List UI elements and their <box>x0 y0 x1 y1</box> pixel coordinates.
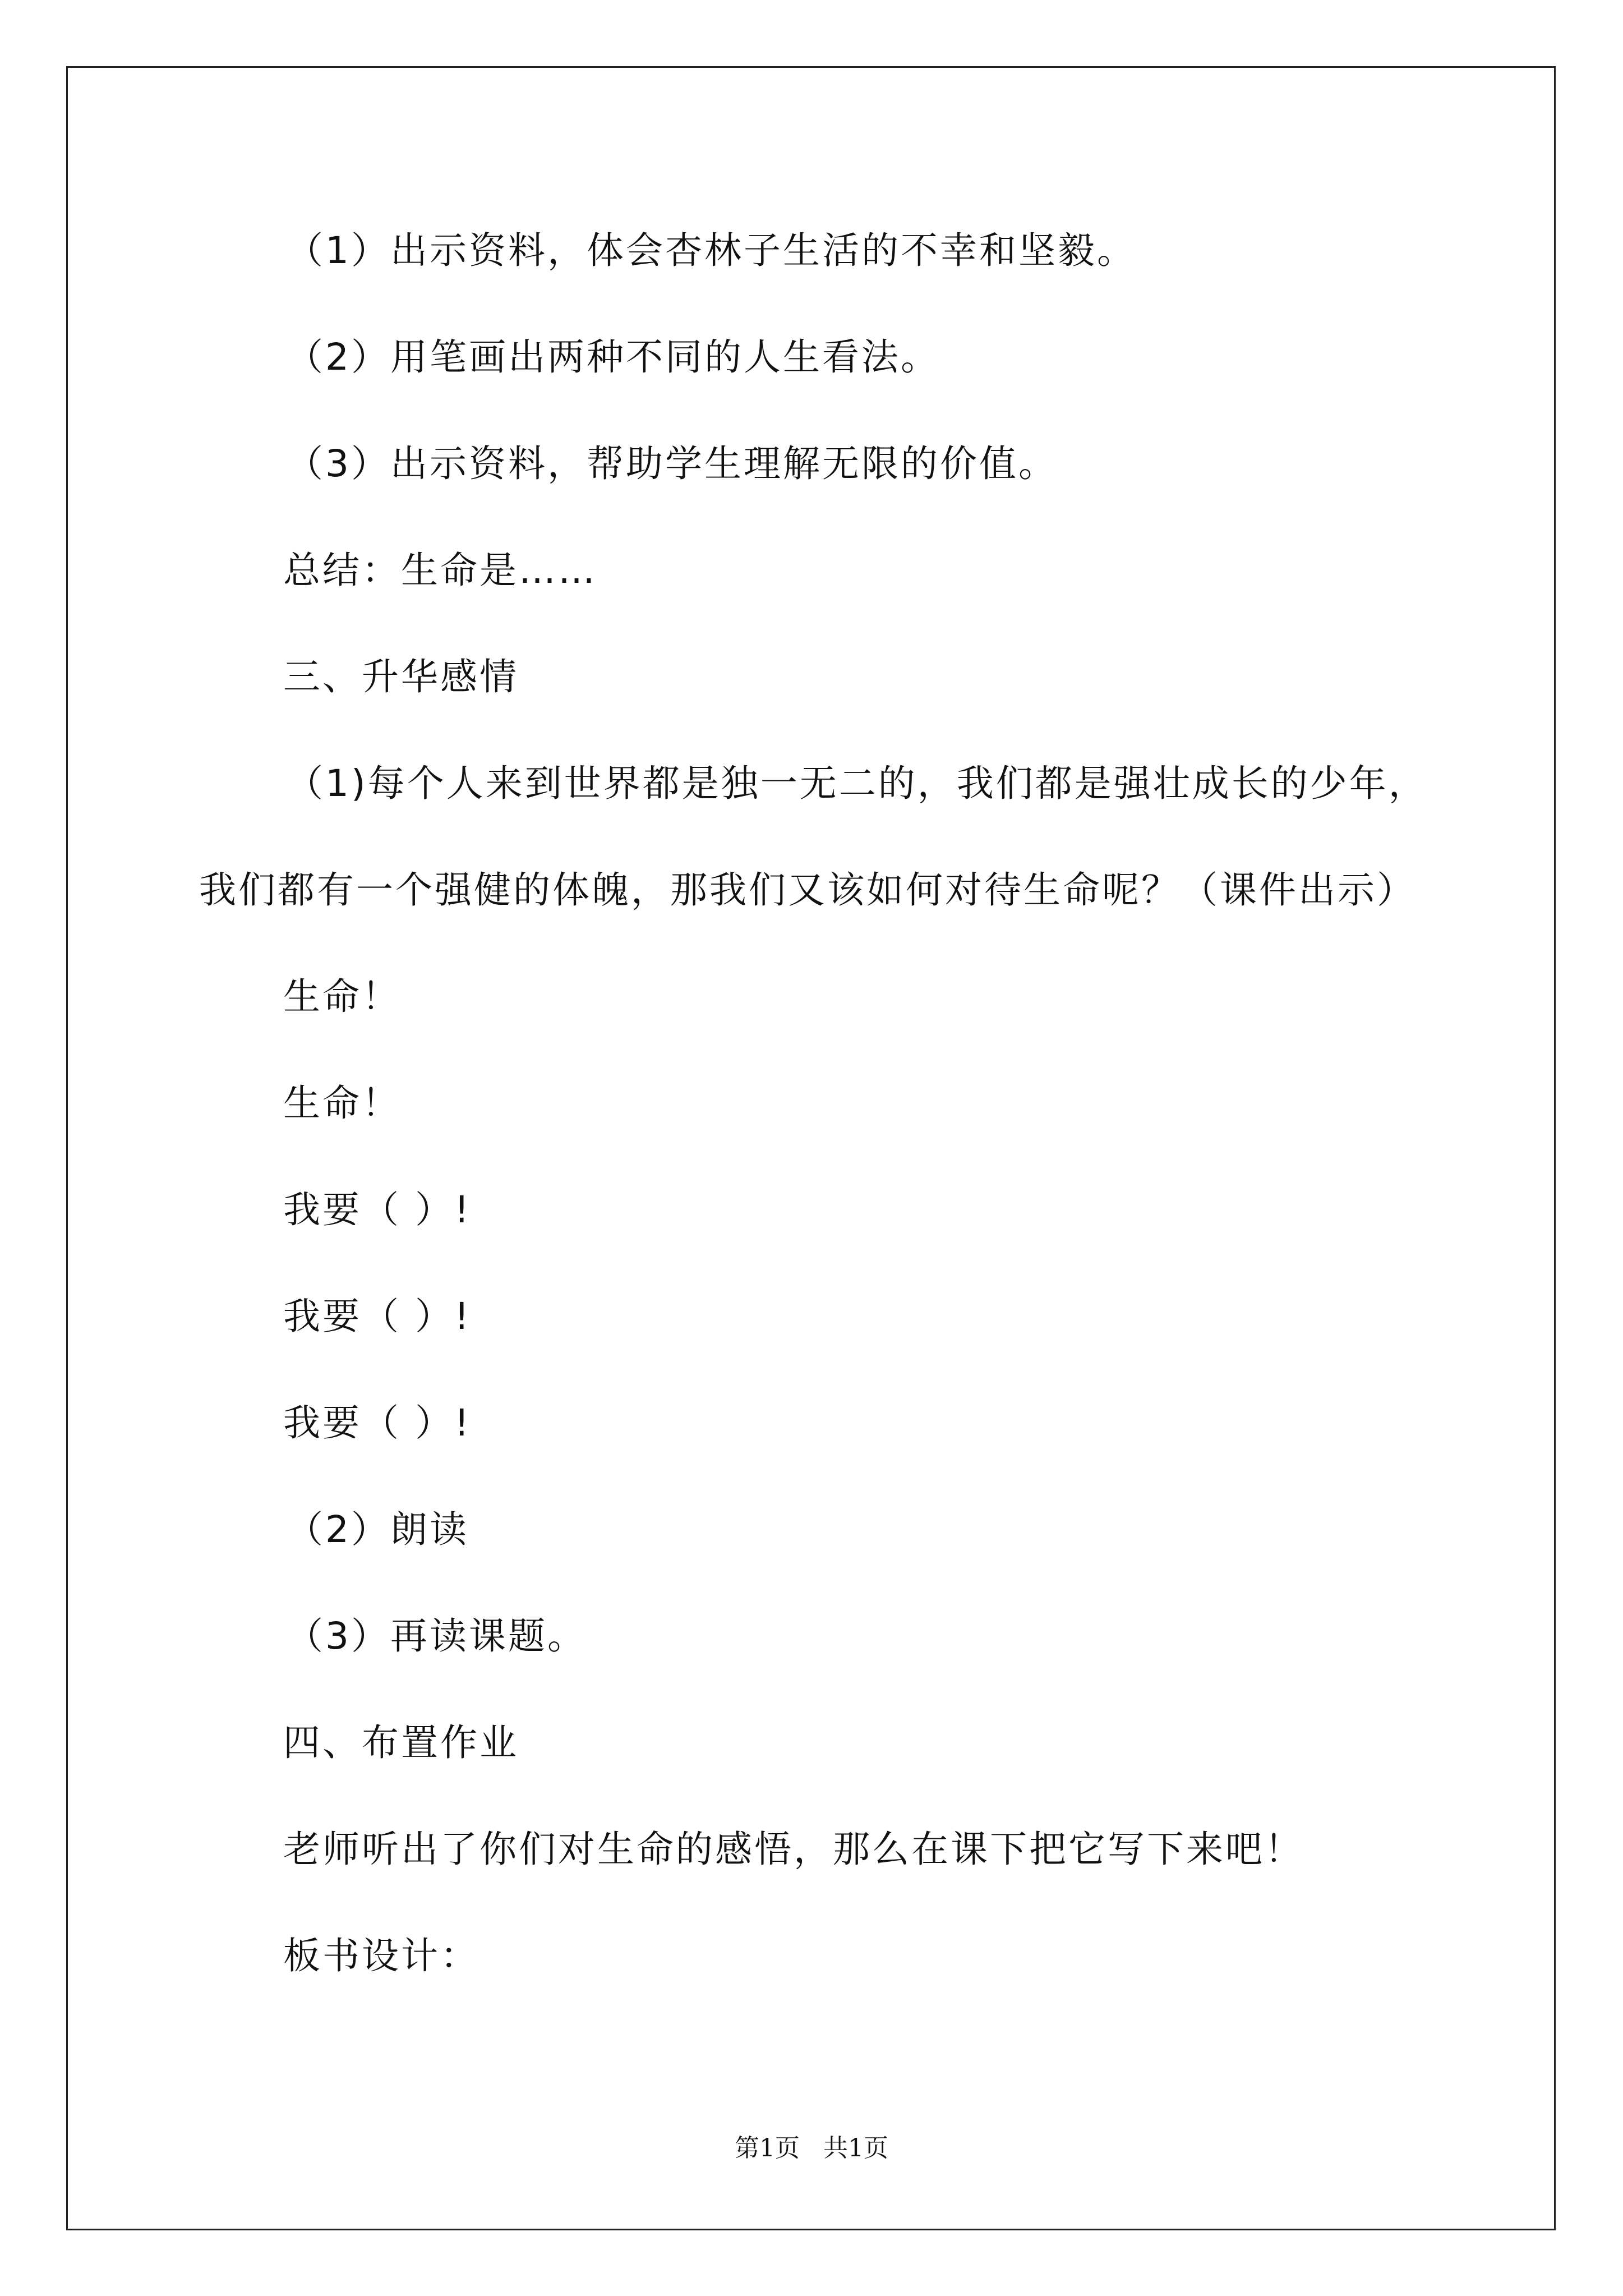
text-line: 我要（ ）! <box>283 1295 472 1338</box>
page-footer: 第1页 共1页 <box>735 2134 888 2162</box>
summary-line: 总结：生命是…… <box>283 549 597 592</box>
text-line: （2）用笔画出两种不同的人生看法。 <box>286 335 940 379</box>
text-line: （3）出示资料，帮助学生理解无限的价值。 <box>286 442 1058 485</box>
text-line: （1）出示资料，体会杏林子生活的不幸和坚毅。 <box>286 229 1136 272</box>
section-heading: 三、升华感情 <box>283 655 519 698</box>
text-line: （1)每个人来到世界都是独一无二的，我们都是强壮成长的少年， <box>286 762 1428 805</box>
section-heading: 四、布置作业 <box>283 1721 519 1764</box>
text-line: 老师听出了你们对生命的感悟，那么在课下把它写下来吧！ <box>283 1828 1304 1871</box>
text-line: 板书设计： <box>283 1934 479 1977</box>
text-line: 我要（ ）! <box>283 1401 472 1444</box>
text-line: 生命！ <box>283 1082 401 1125</box>
text-line: 我们都有一个强健的体魄，那我们又该如何对待生命呢？（课件出示） <box>199 868 1416 912</box>
text-line: 我要（ ）! <box>283 1188 472 1231</box>
text-line: 生命！ <box>283 975 401 1018</box>
page-border <box>66 66 1556 2230</box>
text-line: （3）再读课题。 <box>286 1614 587 1658</box>
text-line: （2）朗读 <box>286 1508 469 1551</box>
